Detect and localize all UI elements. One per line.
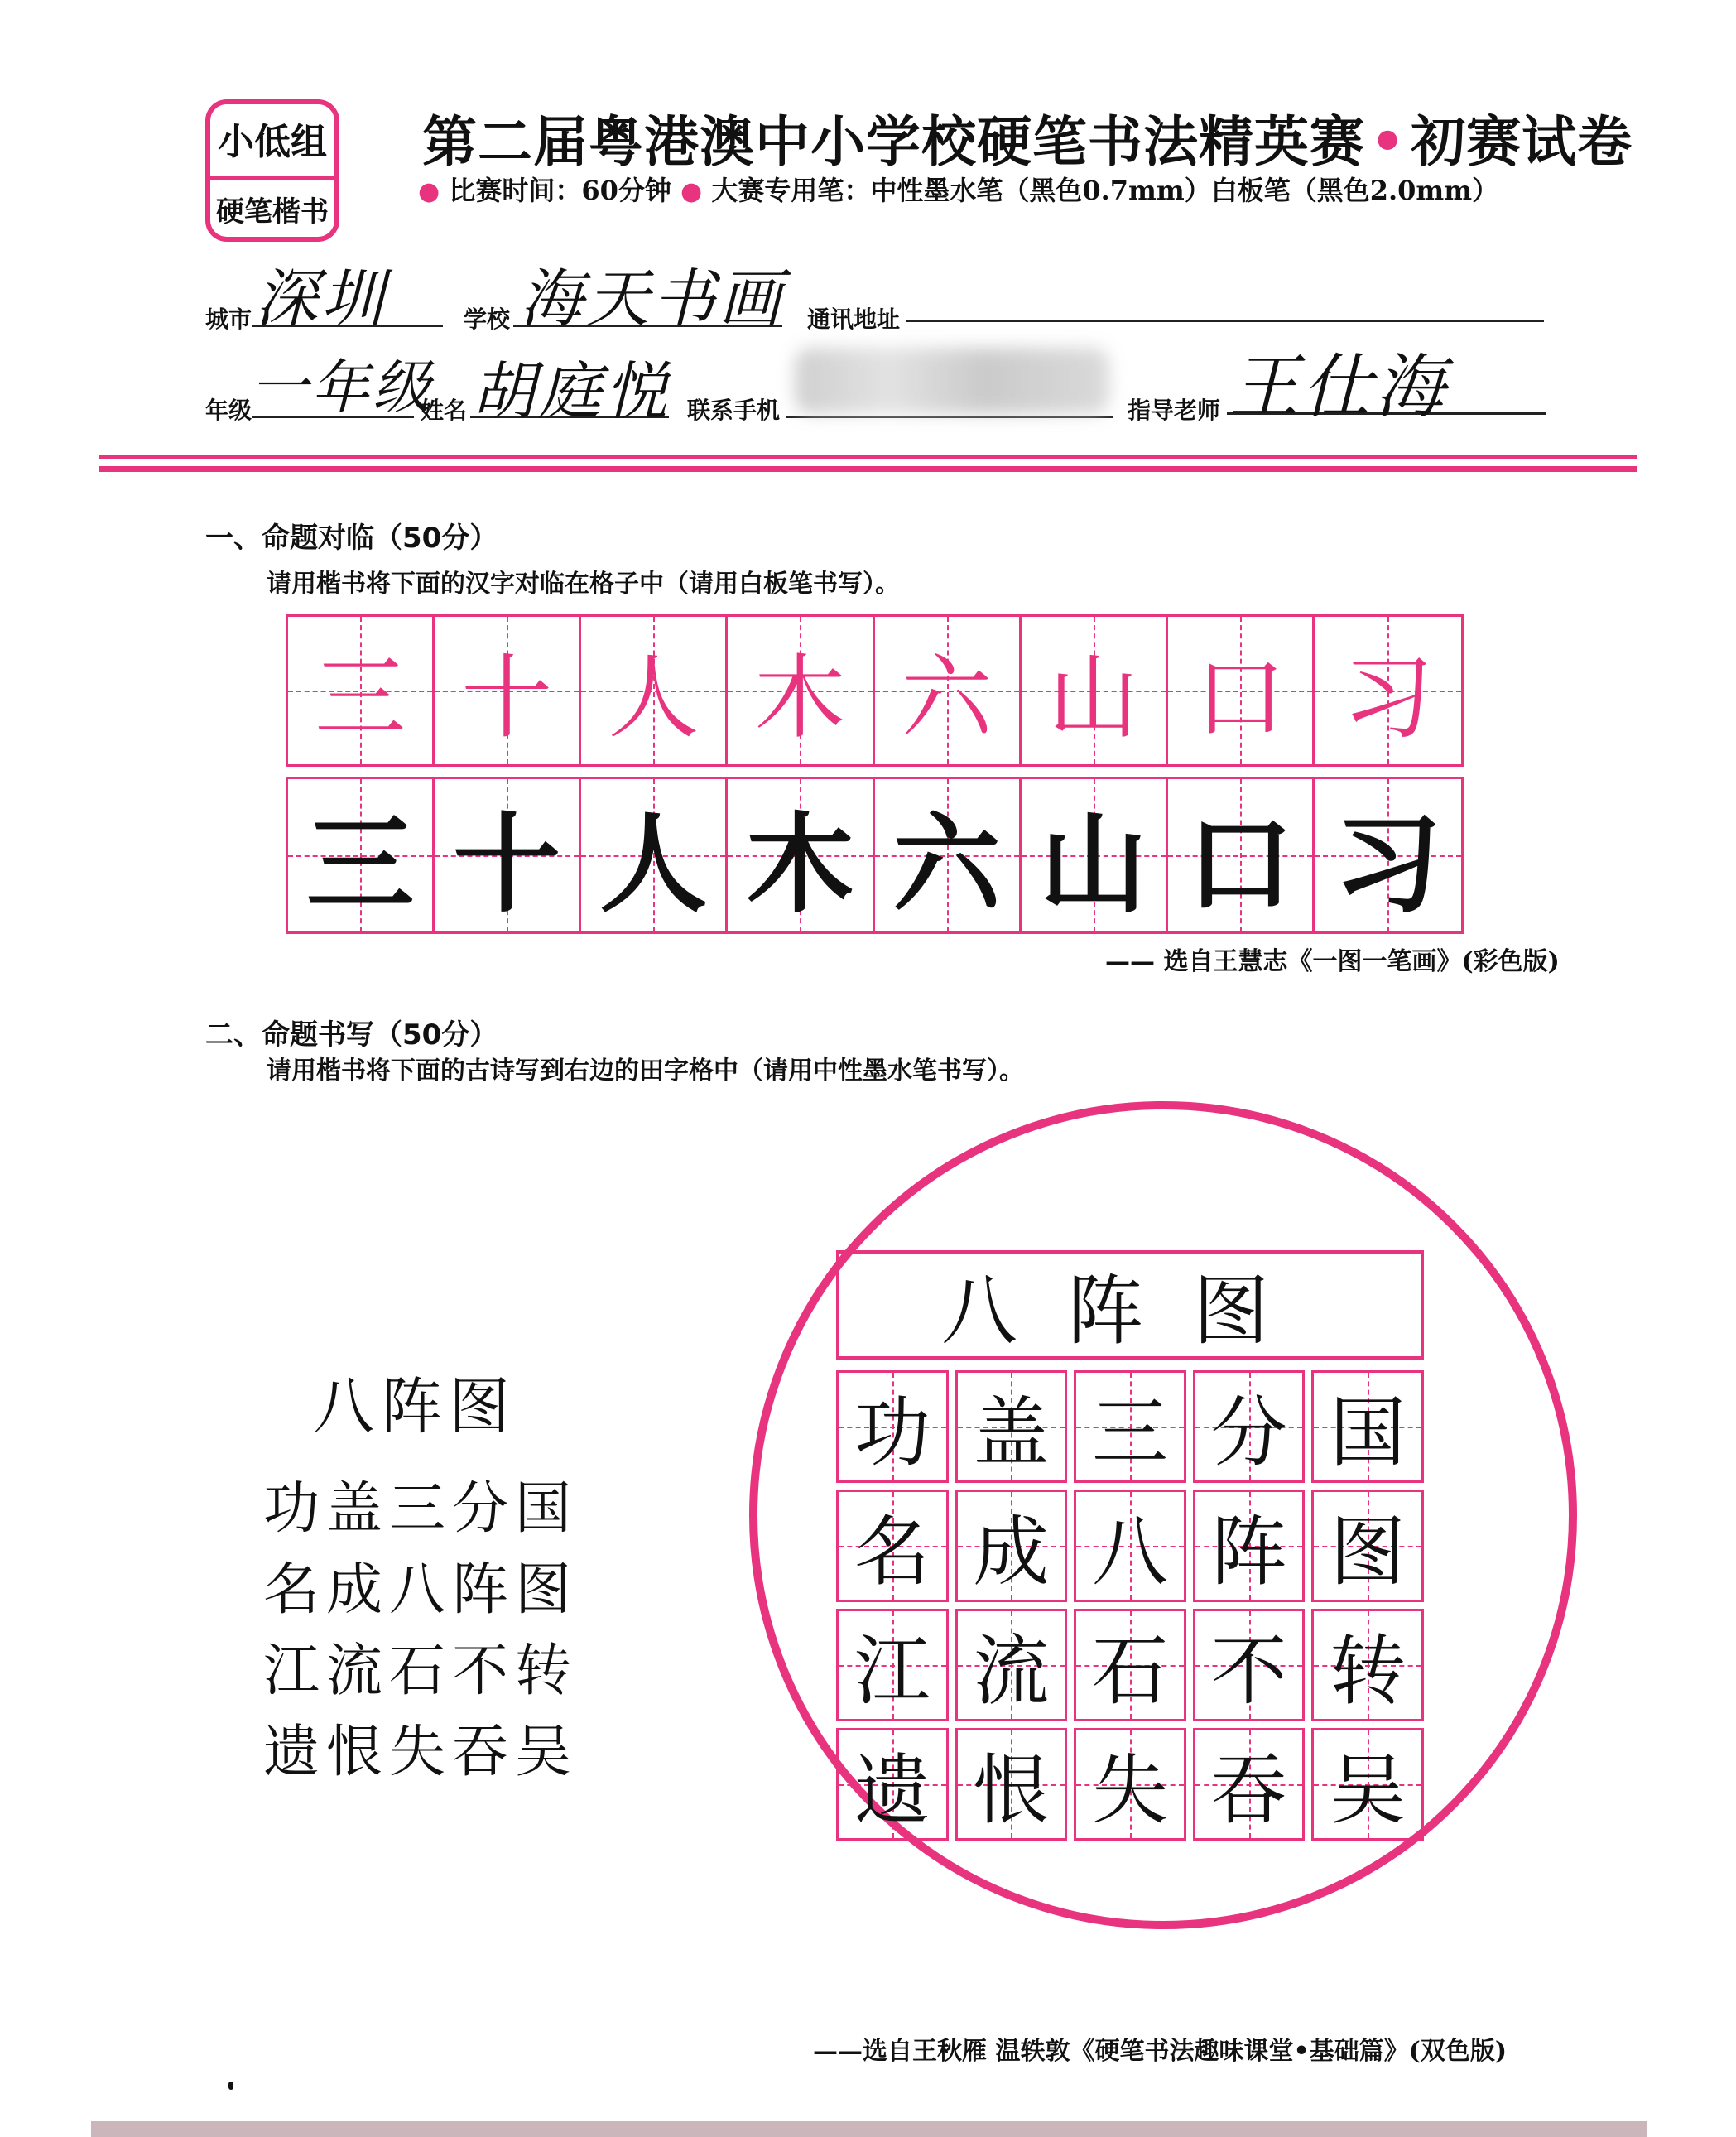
tian-grid-cell[interactable] — [875, 779, 1022, 931]
section2-instruction: 请用楷书将下面的古诗写到右边的田字格中（请用中性墨水笔书写）。 — [267, 1056, 1024, 1085]
model-char: 三 — [315, 645, 406, 751]
name-value: 胡庭悦 — [472, 354, 671, 428]
badge-category-label: 硬笔楷书 — [216, 195, 329, 229]
tian-grid-cell[interactable] — [1193, 1490, 1306, 1602]
model-char: 十 — [461, 645, 553, 751]
poem-grid-row — [836, 1609, 1424, 1721]
name-label: 姓名 — [421, 397, 468, 424]
poem-writing-grid[interactable] — [836, 1370, 1424, 1847]
written-poem-title-box[interactable] — [836, 1250, 1424, 1360]
tian-grid-cell[interactable] — [836, 1490, 949, 1602]
tian-grid-cell[interactable] — [1074, 1728, 1186, 1841]
tian-grid-cell — [581, 617, 728, 764]
tian-grid-cell[interactable] — [955, 1609, 1068, 1721]
tian-grid-cell — [1315, 617, 1461, 764]
group-badge — [205, 99, 339, 242]
written-poem-title: 八阵图 — [940, 1267, 1319, 1355]
bullet-icon: ● — [680, 177, 703, 206]
contest-pen: 大赛专用笔：中性墨水笔（黑色0.7mm）白板笔（黑色2.0mm） — [711, 175, 1499, 206]
tian-grid-cell — [1022, 617, 1168, 764]
page-title — [422, 98, 1633, 176]
tian-grid-cell[interactable] — [955, 1370, 1068, 1483]
section2-heading: 二、命题书写（50分） — [205, 1018, 498, 1052]
school-label: 学校 — [464, 306, 511, 333]
written-poem-char: 石 — [1091, 1627, 1168, 1716]
tian-grid-cell[interactable] — [1311, 1370, 1424, 1483]
tian-grid-cell[interactable] — [581, 779, 728, 931]
city-label: 城市 — [205, 306, 252, 333]
bullet-icon: ● — [418, 177, 440, 206]
tian-grid-cell[interactable] — [1074, 1609, 1186, 1721]
contest-info — [418, 170, 1498, 208]
poem-grid-row — [836, 1370, 1424, 1483]
written-poem-char: 转 — [1330, 1627, 1407, 1716]
written-poem-char: 成 — [973, 1508, 1050, 1596]
tian-grid-cell[interactable] — [1074, 1490, 1186, 1602]
tian-grid-cell — [288, 617, 435, 764]
written-char-row[interactable] — [286, 777, 1464, 934]
written-poem-char: 失 — [1091, 1746, 1168, 1835]
model-char: 口 — [1194, 645, 1286, 751]
written-poem-char: 不 — [1210, 1627, 1287, 1716]
school-value: 海天书画 — [520, 262, 785, 335]
model-char: 六 — [901, 645, 993, 751]
tian-grid-cell[interactable] — [1193, 1609, 1306, 1721]
written-char: 三 — [306, 801, 415, 927]
written-char: 山 — [1039, 801, 1147, 927]
written-poem-char: 功 — [854, 1389, 931, 1477]
tian-grid-cell[interactable] — [288, 779, 435, 931]
contest-time: 比赛时间：60分钟 — [449, 175, 671, 206]
tian-grid-cell[interactable] — [836, 1609, 949, 1721]
written-poem-char: 遗 — [854, 1746, 931, 1835]
section2-credit: ——选自王秋雁 温轶敦《硬笔书法趣味课堂•基础篇》(双色版) — [813, 2037, 1508, 2066]
model-char: 山 — [1047, 645, 1139, 751]
written-poem-char: 国 — [1330, 1389, 1407, 1477]
section1-heading: 一、命题对临（50分） — [205, 522, 498, 555]
tian-grid-cell — [1168, 617, 1315, 764]
written-char: 十 — [453, 801, 561, 927]
scan-speck — [228, 2082, 233, 2090]
tian-grid-cell — [875, 617, 1022, 764]
written-poem-char: 分 — [1210, 1389, 1287, 1477]
section1-credit: —— 选自王慧志《一图一笔画》(彩色版) — [1105, 947, 1560, 976]
written-poem-char: 八 — [1091, 1508, 1168, 1596]
written-poem-char: 图 — [1330, 1508, 1407, 1596]
model-char: 人 — [608, 645, 700, 751]
header-divider — [99, 466, 1637, 472]
tian-grid-cell[interactable] — [728, 779, 874, 931]
written-poem-char: 三 — [1091, 1389, 1168, 1477]
model-char: 木 — [754, 645, 846, 751]
tian-grid-cell[interactable] — [836, 1370, 949, 1483]
tian-grid-cell[interactable] — [435, 779, 581, 931]
title-tail: 初赛试卷 — [1411, 110, 1633, 174]
written-poem-char: 阵 — [1210, 1508, 1287, 1596]
tian-grid-cell[interactable] — [955, 1490, 1068, 1602]
model-char: 习 — [1342, 645, 1434, 751]
tian-grid-cell[interactable] — [1168, 779, 1315, 931]
written-poem-char: 吞 — [1210, 1746, 1287, 1835]
phone-field-line[interactable] — [786, 416, 1113, 418]
address-field-line[interactable] — [906, 320, 1544, 322]
poem-line: 功盖三分国 — [263, 1476, 579, 1542]
tian-grid-cell — [728, 617, 874, 764]
poem-grid-row — [836, 1728, 1424, 1841]
grade-value: 一年级 — [250, 354, 434, 421]
badge-group-label: 小低组 — [218, 121, 327, 163]
written-char: 人 — [599, 801, 708, 927]
teacher-value: 王仕海 — [1229, 346, 1449, 427]
written-poem-char: 名 — [854, 1508, 931, 1596]
tian-grid-cell[interactable] — [1311, 1609, 1424, 1721]
written-poem-char: 流 — [973, 1627, 1050, 1716]
poem-line: 名成八阵图 — [263, 1557, 579, 1623]
written-char: 六 — [892, 801, 1001, 927]
teacher-label: 指导老师 — [1128, 397, 1221, 424]
written-poem-char: 盖 — [973, 1389, 1050, 1477]
tian-grid-cell[interactable] — [1193, 1728, 1306, 1841]
written-char: 习 — [1334, 801, 1442, 927]
city-value: 深圳 — [255, 262, 387, 335]
phone-redacted — [795, 348, 1109, 414]
tian-grid-cell[interactable] — [1311, 1490, 1424, 1602]
tian-grid-cell[interactable] — [1315, 779, 1461, 931]
address-label: 通讯地址 — [807, 306, 901, 333]
tian-grid-cell[interactable] — [836, 1728, 949, 1841]
tian-grid-cell[interactable] — [1311, 1728, 1424, 1841]
written-char: 木 — [746, 801, 854, 927]
poem-line: 江流石不转 — [263, 1639, 579, 1704]
tian-grid-cell[interactable] — [955, 1728, 1068, 1841]
phone-label: 联系手机 — [687, 397, 781, 424]
tian-grid-cell[interactable] — [1022, 779, 1168, 931]
tian-grid-cell[interactable] — [1074, 1370, 1186, 1483]
section1-instruction: 请用楷书将下面的汉字对临在格子中（请用白板笔书写）。 — [267, 570, 900, 599]
written-poem-char: 江 — [854, 1627, 931, 1716]
poem-title: 八阵图 — [313, 1371, 517, 1442]
title-main: 第二届粤港澳中小学校硬笔书法精英赛 — [422, 110, 1365, 174]
written-poem-char: 吴 — [1330, 1746, 1407, 1835]
tian-grid-cell[interactable] — [1193, 1370, 1306, 1483]
poem-line: 遗恨失吞吴 — [263, 1720, 579, 1785]
poem-grid-row — [836, 1490, 1424, 1602]
bottom-edge-bar — [91, 2121, 1647, 2137]
header-divider — [99, 455, 1637, 459]
title-separator: • — [1370, 110, 1407, 174]
written-char: 口 — [1185, 801, 1294, 927]
grade-label: 年级 — [205, 397, 252, 424]
tian-grid-cell — [435, 617, 581, 764]
written-poem-char: 恨 — [973, 1746, 1050, 1835]
model-char-row — [286, 614, 1464, 767]
